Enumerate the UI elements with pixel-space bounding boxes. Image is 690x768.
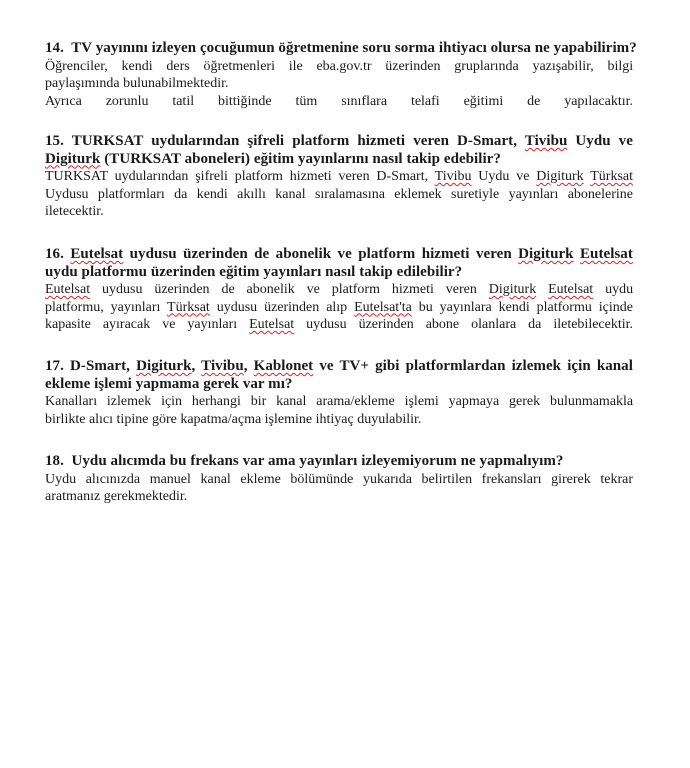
faq-question: [45, 453, 633, 471]
faq-answer: [45, 471, 633, 506]
question-number: 16.: [45, 246, 71, 262]
question-number: 15.: [45, 133, 72, 149]
answer-line: aratmanız gerekmektedir.: [45, 489, 188, 504]
answer-line: paylaşımında bulunabilmektedir.: [45, 76, 229, 91]
answer-line: Ayrıca zorunlu tatil bittiğinde tüm sınıflara telafi eğitimi de yapılacaktır.: [45, 93, 634, 109]
faq-section-18: [45, 453, 633, 506]
faq-answer: [45, 281, 633, 334]
spellcheck-flagged-word: Türksat: [590, 169, 633, 184]
answer-line: Öğrenciler, kendi ders öğretmenleri ile eba.gov.tr üzerinden gruplarında yazışabilir, bilgi: [45, 58, 634, 74]
answer-line: Kanalları izlemek için herhangi bir kanal arama/ekleme işlemi yapmaya gerek bulunmamakla: [45, 394, 634, 409]
faq-question: [45, 40, 637, 58]
question-number: 18.: [45, 453, 72, 469]
question-line: Digiturk (TURKSAT aboneleri) eğitim yayınlarını nasıl takip edebilir?: [45, 150, 501, 167]
question-line: 15. TURKSAT uydularından şifreli platform hizmeti veren D-Smart, Tivibu Uydu ve: [45, 133, 633, 149]
question-line: 17. D-Smart, Digiturk, Tivibu, Kablonet ve TV+ gibi platformlardan izlemek için kanal: [45, 358, 633, 374]
spellcheck-flagged-word: Eutelsat: [45, 282, 91, 297]
faq-question: [45, 133, 633, 168]
faq-answer: [45, 168, 633, 221]
spellcheck-flagged-word: Tivibu: [434, 169, 472, 184]
question-line: 16. Eutelsat uydusu üzerinden de abonelik ve platform hizmeti veren Digiturk Eutelsat: [45, 246, 633, 262]
spellcheck-flagged-word: Kablonet: [253, 358, 314, 374]
question-line: uydu platformu üzerinden eğitim yayınları nasıl takip edilebilir?: [45, 263, 463, 280]
faq-section-17: [45, 358, 633, 428]
question-line: 18. Uydu alıcımda bu frekans var ama yayınları izleyemiyorum ne yapmalıyım?: [45, 453, 564, 469]
spellcheck-flagged-word: Eutelsat: [70, 246, 124, 262]
question-line: ekleme işlemi yapmama gerek var mı?: [45, 375, 293, 392]
answer-line: birlikte alıcı tipine göre kapatma/açma işlemine ihtiyaç duyulabilir.: [45, 411, 422, 427]
spellcheck-flagged-word: Eutelsat: [580, 246, 633, 262]
answer-line: kapasite ayıracak ve yayınları Eutelsat uydusu üzerinden abone olanlara da iletebilecektir.: [45, 317, 634, 332]
spellcheck-flagged-word: Eutelsat'ta: [354, 299, 412, 315]
spellcheck-flagged-word: Tivibu: [201, 358, 244, 374]
spellcheck-flagged-word: Digiturk: [518, 246, 574, 262]
answer-line: Uydu alıcınızda manuel kanal ekleme bölümünde yukarıda belirtilen frekansları girerek tekrar: [45, 471, 633, 487]
answer-line: iletecektir.: [45, 204, 104, 219]
faq-question: [45, 246, 633, 281]
spellcheck-flagged-word: Digiturk: [136, 358, 192, 374]
answer-line: Eutelsat uydusu üzerinden de abonelik ve platform hizmeti veren Digiturk Eutelsat uydu: [45, 282, 634, 297]
spellcheck-flagged-word: Türksat: [167, 299, 210, 315]
faq-question: [45, 358, 633, 393]
spellcheck-flagged-word: Eutelsat: [249, 317, 295, 332]
answer-line: TURKSAT uydularından şifreli platform hizmeti veren D-Smart, Tivibu Uydu ve Digiturk Türksat: [45, 169, 633, 184]
spellcheck-flagged-word: Tivibu: [524, 133, 568, 149]
faq-answer: [45, 393, 633, 428]
question-line: 14. TV yayınını izleyen çocuğumun öğretmenine soru sorma ihtiyacı olursa ne yapabilirim?: [45, 40, 637, 56]
faq-section-15: [45, 133, 633, 221]
spellcheck-flagged-word: Digiturk: [488, 282, 537, 297]
spellcheck-flagged-word: Eutelsat: [548, 282, 594, 297]
spellcheck-flagged-word: Digiturk: [536, 169, 584, 184]
spellcheck-flagged-word: Digiturk: [45, 150, 101, 167]
answer-line: platformu, yayınları Türksat uydusu üzerinden alıp Eutelsat'ta bu yayınlara kendi platformu içinde: [45, 299, 633, 315]
question-number: 14.: [45, 40, 72, 56]
faq-section-16: [45, 246, 633, 334]
question-number: 17.: [45, 358, 71, 374]
faq-section-14: [45, 40, 637, 110]
answer-line: Uydusu platformları da kendi akıllı kanal sıralamasına eklemek suretiyle yayınları abonelerine: [45, 186, 633, 202]
faq-answer: [45, 58, 633, 111]
